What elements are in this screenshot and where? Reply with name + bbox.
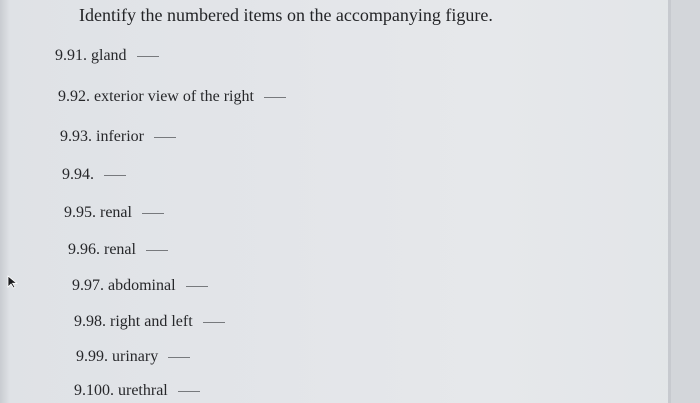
- question-9-99: [76, 348, 190, 366]
- question-label: 9.99. urinary: [76, 348, 159, 365]
- question-9-98: [74, 313, 225, 331]
- question-9-97: [72, 277, 208, 295]
- answer-blank[interactable]: [146, 250, 168, 251]
- question-9-93: [60, 128, 176, 146]
- right-margin: [671, 0, 700, 403]
- question-label: 9.100. urethral: [74, 382, 168, 399]
- answer-blank[interactable]: [137, 56, 159, 57]
- answer-blank[interactable]: [142, 213, 164, 214]
- question-label: 9.91. gland: [55, 47, 127, 64]
- question-9-95: [64, 204, 164, 222]
- answer-blank[interactable]: [178, 391, 200, 392]
- question-label: 9.93. inferior: [60, 128, 144, 145]
- question-9-96: [68, 241, 168, 259]
- question-label: 9.95. renal: [64, 204, 132, 221]
- question-label: 9.92. exterior view of the right: [58, 88, 254, 105]
- question-label: 9.94.: [62, 166, 94, 183]
- question-9-94: [62, 166, 126, 184]
- answer-blank[interactable]: [168, 357, 190, 358]
- question-label: 9.97. abdominal: [72, 277, 176, 294]
- question-label: 9.98. right and left: [74, 313, 193, 330]
- answer-blank[interactable]: [203, 322, 225, 323]
- question-9-91: [55, 47, 159, 65]
- answer-blank[interactable]: [154, 137, 176, 138]
- question-label: 9.96. renal: [68, 241, 136, 258]
- question-9-100: [74, 382, 200, 400]
- question-9-92: [58, 88, 286, 106]
- mouse-pointer-icon: [6, 275, 20, 289]
- left-shadow: [0, 0, 10, 403]
- answer-blank[interactable]: [186, 286, 208, 287]
- instruction-heading: Identify the numbered items on the accompanying figure.: [79, 5, 493, 25]
- answer-blank[interactable]: [104, 175, 126, 176]
- answer-blank[interactable]: [264, 97, 286, 98]
